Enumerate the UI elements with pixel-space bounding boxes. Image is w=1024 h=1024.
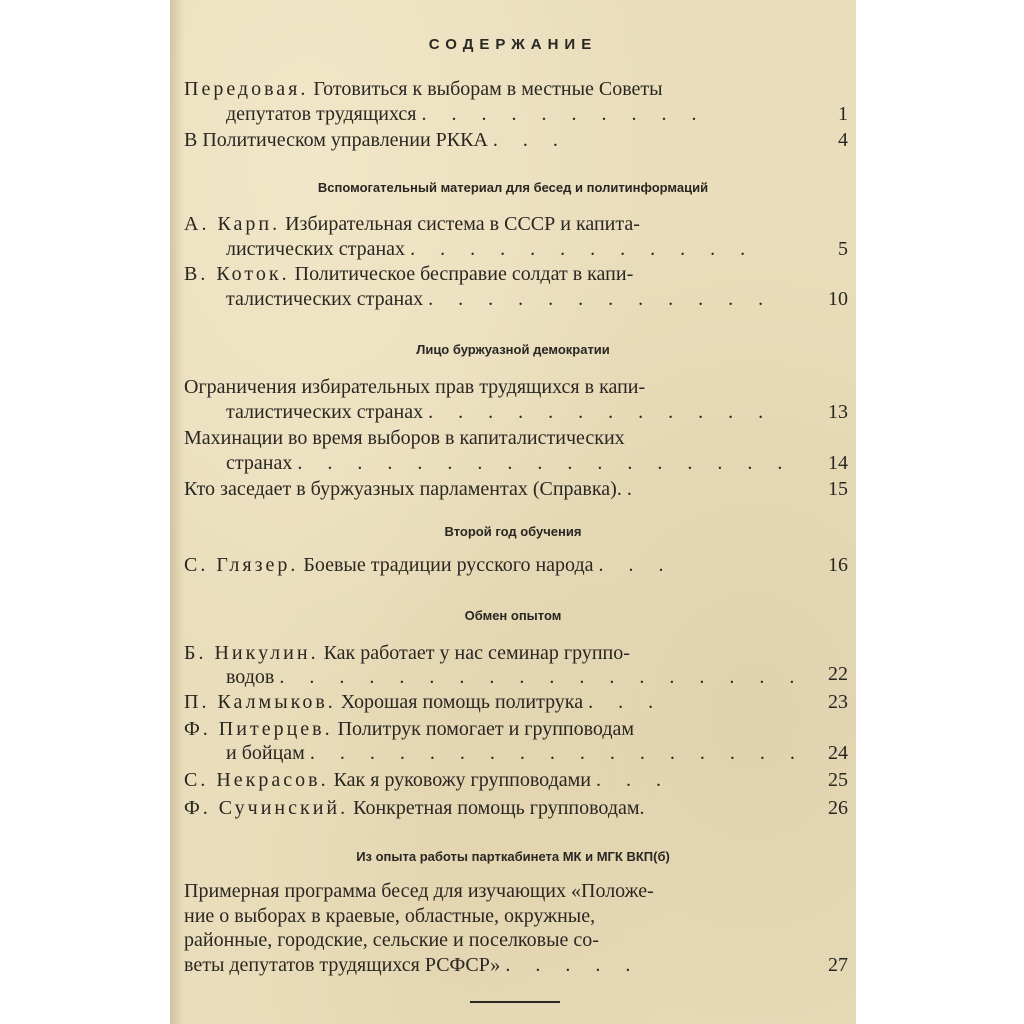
leader-dots: . . .	[492, 129, 568, 151]
toc-entry-line-1	[184, 641, 848, 665]
toc-author: П. Калмыков.	[184, 691, 336, 713]
toc-page-number: 5	[838, 238, 848, 260]
toc-entry-title: Как работает у нас семинар группо-	[318, 642, 630, 664]
toc-entry-line-1	[184, 375, 848, 399]
toc-entry-line-1	[184, 426, 848, 450]
toc-entry-title: Политическое бесправие солдат в капи-	[289, 263, 634, 285]
page-title: СОДЕРЖАНИЕ	[428, 36, 598, 53]
toc-entry-title-cont: талистических странах	[226, 401, 424, 423]
toc-entry-title: Ограничения избирательных прав трудящихся в капи-	[184, 376, 646, 398]
toc-page-number: 10	[828, 288, 848, 310]
toc-entry-title: Конкретная помощь групповодам.	[348, 797, 645, 819]
section-title: Второй год обучения	[444, 524, 582, 539]
leader-dots: . . . . .	[505, 954, 641, 976]
toc-page-number: 13	[828, 401, 848, 423]
toc-entry-line-1	[184, 768, 848, 792]
toc-entry-line-2	[226, 102, 848, 126]
toc-page-number: 25	[828, 769, 848, 791]
toc-page-number: 27	[828, 954, 848, 976]
leader-dots: . . .	[588, 691, 664, 713]
section-title: Вспомогательный материал для бесед и политинформаций	[317, 180, 709, 195]
toc-page-number: 15	[828, 478, 848, 500]
toc-entry-line-2	[184, 904, 848, 928]
toc-entry-line-2	[226, 665, 848, 689]
toc-entry-title-cont: водов	[226, 666, 275, 688]
toc-entry-title: В Политическом управлении РККА	[184, 129, 488, 151]
toc-entry-line-1	[184, 212, 848, 236]
contents-page	[170, 0, 856, 1024]
leader-dots: . . . . . . . . . . . . . . . . .	[309, 742, 805, 764]
toc-entry-line-2	[226, 237, 848, 261]
toc-page-number: 26	[828, 797, 848, 819]
toc-entry-title-cont: странах	[226, 452, 293, 474]
toc-author: С. Некрасов.	[184, 769, 329, 791]
toc-author: Ф. Питерцев.	[184, 718, 333, 740]
toc-author: А. Карп.	[184, 213, 281, 235]
toc-page-number: 24	[828, 742, 848, 764]
toc-entry-line-1	[184, 128, 848, 152]
toc-entry-title-cont: талистических странах	[226, 288, 424, 310]
leader-dots: . . . . . . . . . . . .	[428, 288, 774, 310]
toc-page-number: 14	[828, 452, 848, 474]
toc-entry-line-2	[226, 741, 848, 765]
toc-entry-line-1	[184, 553, 848, 577]
toc-entry-title: Примерная программа бесед для изучающих «Положе-	[184, 880, 654, 902]
toc-page-number: 16	[828, 554, 848, 576]
toc-page-number: 23	[828, 691, 848, 713]
toc-entry-line-1	[184, 477, 848, 501]
toc-entry-line-4	[184, 953, 848, 977]
toc-entry-title-cont: ние о выборах в краевые, областные, окружные,	[184, 905, 596, 927]
toc-entry-line-1	[184, 77, 848, 101]
toc-author: Ф. Сучинский.	[184, 797, 349, 819]
toc-author: Б. Никулин.	[184, 642, 319, 664]
toc-page-number: 22	[828, 663, 848, 685]
leader-dots: . . . . . . . . . .	[421, 103, 707, 125]
toc-entry-title: Боевые традиции русского народа	[298, 554, 594, 576]
leader-dots: . . .	[596, 769, 671, 791]
section-title: Из опыта работы парткабинета МК и МГК ВКП(б)	[356, 849, 670, 864]
toc-entry-line-1	[184, 796, 848, 820]
section-title: Лицо буржуазной демократии	[416, 342, 610, 357]
toc-entry-title-cont: веты депутатов трудящихся РСФСР»	[184, 954, 501, 976]
toc-entry-title: Как я руковожу групповодами	[328, 769, 591, 791]
toc-entry-line-2	[226, 400, 848, 424]
toc-entry-line-2	[226, 451, 848, 475]
toc-author: С. Глязер.	[184, 554, 299, 576]
toc-entry-title: Готовиться к выборам в местные Советы	[308, 78, 663, 100]
toc-entry-title-cont: листических странах	[226, 238, 406, 260]
leader-dots: . . . . . . . . . . . .	[410, 238, 756, 260]
toc-entry-title: Кто заседает в буржуазных парламентах (Справка).	[184, 478, 622, 500]
bottom-divider	[470, 1001, 560, 1003]
toc-entry-line-1	[184, 879, 848, 903]
leader-dots: . . . . . . . . . . . . . . . . .	[297, 452, 793, 474]
page-binding-shadow	[170, 0, 184, 1024]
toc-author: В. Коток.	[184, 263, 290, 285]
toc-entry-line-1	[184, 690, 848, 714]
leader-dots: . . .	[598, 554, 674, 576]
toc-entry-line-1	[184, 717, 848, 741]
toc-entry-line-3	[184, 928, 848, 952]
toc-entry-title-cont: депутатов трудящихся	[226, 103, 417, 125]
toc-entry-title: Политрук помогает и групповодам	[332, 718, 635, 740]
leader-dots: . . . . . . . . . . . . . . . . . .	[279, 666, 805, 688]
toc-entry-title: Хорошая помощь политрука	[335, 691, 584, 713]
toc-entry-line-2	[226, 287, 848, 311]
toc-entry-line-1	[184, 262, 848, 286]
toc-entry-lead: Передовая.	[184, 78, 309, 100]
toc-entry-title: Избирательная система в СССР и капита-	[280, 213, 640, 235]
toc-entry-title: Махинации во время выборов в капиталистических	[184, 427, 625, 449]
toc-page-number: 1	[838, 103, 848, 125]
leader-dots: . . . . . . . . . . . .	[428, 401, 774, 423]
toc-page-number: 4	[838, 129, 848, 151]
toc-entry-title-cont: и бойцам	[226, 742, 305, 764]
leader-dots: .	[626, 478, 642, 500]
section-title: Обмен опытом	[464, 608, 562, 623]
toc-entry-title-cont: районные, городские, сельские и поселковые со-	[184, 929, 599, 951]
